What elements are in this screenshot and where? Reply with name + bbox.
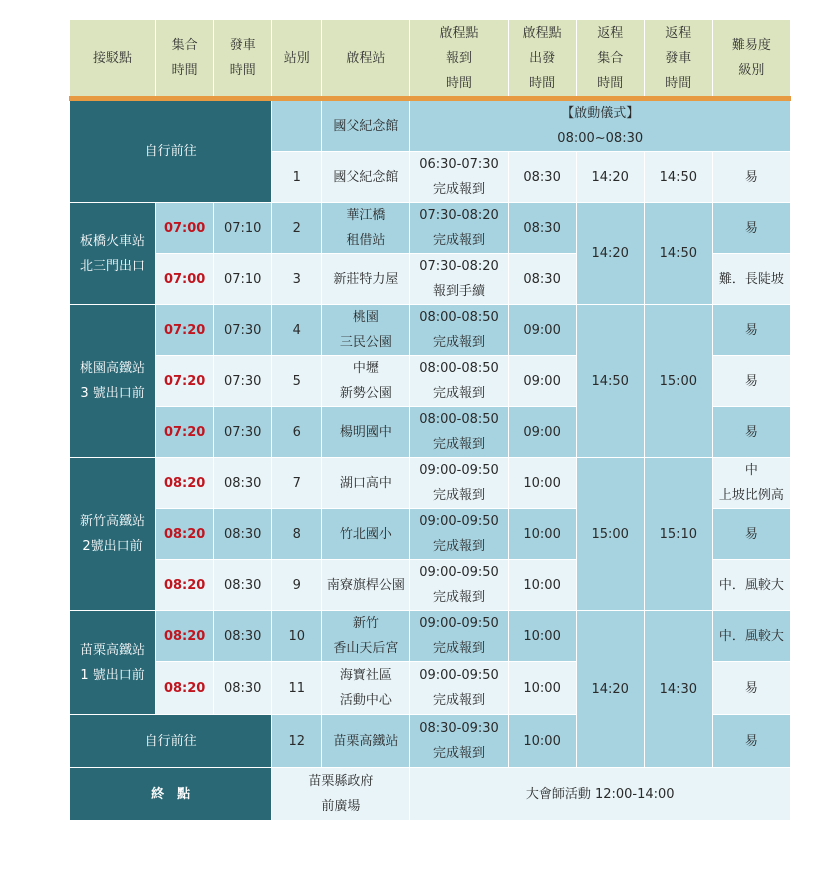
return-depart: 14:50 [644,152,712,203]
stop-no: 9 [272,560,322,611]
stop-no: 4 [272,305,322,356]
stop-no: 6 [272,407,322,458]
pickup-hsinchu: 新竹高鐵站 2號出口前 [70,458,156,611]
checkin-time: 06:30-07:30 完成報到 [410,152,508,203]
final-place: 苗栗縣政府 前廣場 [272,768,410,821]
gather-time: 07:20 [156,407,214,458]
header-checkin-time: 啟程點 報到 時間 [410,20,508,99]
table-row [70,99,791,152]
return-depart: 14:30 [644,611,712,768]
difficulty: 易 [712,305,790,356]
stop-no: 11 [272,662,322,715]
stop-no: 3 [272,254,322,305]
depart-time: 08:30 [214,509,272,560]
ceremony-station: 國父紀念館 [322,99,410,152]
header-pickup: 接駁點 [70,20,156,99]
difficulty: 易 [712,662,790,715]
difficulty: 中 上坡比例高 [712,458,790,509]
station-name: 海寶社區 活動中心 [322,662,410,715]
depart-time: 08:30 [214,458,272,509]
start-time: 08:30 [508,203,576,254]
station-name: 中壢 新勢公園 [322,356,410,407]
stop-no: 7 [272,458,322,509]
table-header-row [70,20,791,99]
start-time: 09:00 [508,305,576,356]
difficulty: 易 [712,203,790,254]
pickup-self: 自行前往 [70,99,272,203]
depart-time: 07:30 [214,356,272,407]
checkin-time: 09:00-09:50 完成報到 [410,509,508,560]
checkin-time: 09:00-09:50 完成報到 [410,611,508,662]
checkin-time: 08:30-09:30 完成報到 [410,715,508,768]
checkin-time: 09:00-09:50 完成報到 [410,560,508,611]
checkin-time: 08:00-08:50 完成報到 [410,305,508,356]
final-row [70,768,791,821]
table-row [70,305,791,356]
header-depart-time: 發車 時間 [214,20,272,99]
checkin-time: 09:00-09:50 完成報到 [410,458,508,509]
checkin-time: 07:30-08:20 報到手續 [410,254,508,305]
depart-time: 08:30 [214,611,272,662]
depart-time: 07:30 [214,407,272,458]
difficulty: 易 [712,152,790,203]
start-time: 10:00 [508,560,576,611]
stop-no: 2 [272,203,322,254]
stop-no: 8 [272,509,322,560]
return-gather: 14:50 [576,305,644,458]
checkin-time: 08:00-08:50 完成報到 [410,356,508,407]
return-gather: 14:20 [576,152,644,203]
header-start-station: 啟程站 [322,20,410,99]
start-time: 08:30 [508,152,576,203]
station-name: 南寮旗桿公園 [322,560,410,611]
difficulty: 中．風較大 [712,611,790,662]
header-difficulty: 難易度 級別 [712,20,790,99]
table-row [70,458,791,509]
return-gather: 14:20 [576,611,644,768]
depart-time: 07:30 [214,305,272,356]
start-time: 08:30 [508,254,576,305]
difficulty: 中．風較大 [712,560,790,611]
gather-time: 08:20 [156,509,214,560]
table-row [70,611,791,662]
header-stop-no: 站別 [272,20,322,99]
station-name: 苗栗高鐵站 [322,715,410,768]
depart-time: 08:30 [214,662,272,715]
pickup-miaoli: 苗栗高鐵站 1 號出口前 [70,611,156,715]
station-name: 華江橋 租借站 [322,203,410,254]
depart-time: 07:10 [214,203,272,254]
start-time: 10:00 [508,715,576,768]
stop-no: 5 [272,356,322,407]
station-name: 楊明國中 [322,407,410,458]
return-depart: 15:00 [644,305,712,458]
stop-no-cell [272,99,322,152]
difficulty: 易 [712,509,790,560]
stop-no: 10 [272,611,322,662]
stop-no: 1 [272,152,322,203]
return-depart: 15:10 [644,458,712,611]
start-time: 09:00 [508,407,576,458]
return-gather: 15:00 [576,458,644,611]
checkin-time: 08:00-08:50 完成報到 [410,407,508,458]
start-time: 10:00 [508,509,576,560]
return-gather: 14:20 [576,203,644,305]
difficulty: 易 [712,407,790,458]
gather-time: 07:20 [156,305,214,356]
difficulty: 易 [712,356,790,407]
station-name: 竹北國小 [322,509,410,560]
schedule-table [69,19,791,821]
pickup-banqiao: 板橋火車站 北三門出口 [70,203,156,305]
station-name: 新莊特力屋 [322,254,410,305]
start-time: 10:00 [508,458,576,509]
ceremony-info: 【啟動儀式】 08:00~08:30 [410,99,791,152]
depart-time: 08:30 [214,560,272,611]
gather-time: 07:20 [156,356,214,407]
station-name: 湖口高中 [322,458,410,509]
table-row [70,203,791,254]
return-depart: 14:50 [644,203,712,305]
station-name: 國父紀念館 [322,152,410,203]
start-time: 10:00 [508,662,576,715]
checkin-time: 09:00-09:50 完成報到 [410,662,508,715]
gather-time: 08:20 [156,458,214,509]
station-name: 新竹 香山天后宮 [322,611,410,662]
start-time: 10:00 [508,611,576,662]
header-start-depart-time: 啟程點 出發 時間 [508,20,576,99]
gather-time: 07:00 [156,203,214,254]
gather-time: 08:20 [156,662,214,715]
pickup-self: 自行前往 [70,715,272,768]
station-name: 桃園 三民公園 [322,305,410,356]
checkin-time: 07:30-08:20 完成報到 [410,203,508,254]
difficulty: 易 [712,715,790,768]
gather-time: 08:20 [156,560,214,611]
pickup-taoyuan: 桃園高鐵站 3 號出口前 [70,305,156,458]
difficulty: 難．長陡坡 [712,254,790,305]
depart-time: 07:10 [214,254,272,305]
final-event: 大會師活動 12:00-14:00 [410,768,791,821]
final-label: 終 點 [70,768,272,821]
header-return-gather-time: 返程 集合 時間 [576,20,644,99]
start-time: 09:00 [508,356,576,407]
gather-time: 07:00 [156,254,214,305]
header-return-depart-time: 返程 發車 時間 [644,20,712,99]
header-gather-time: 集合 時間 [156,20,214,99]
stop-no: 12 [272,715,322,768]
gather-time: 08:20 [156,611,214,662]
